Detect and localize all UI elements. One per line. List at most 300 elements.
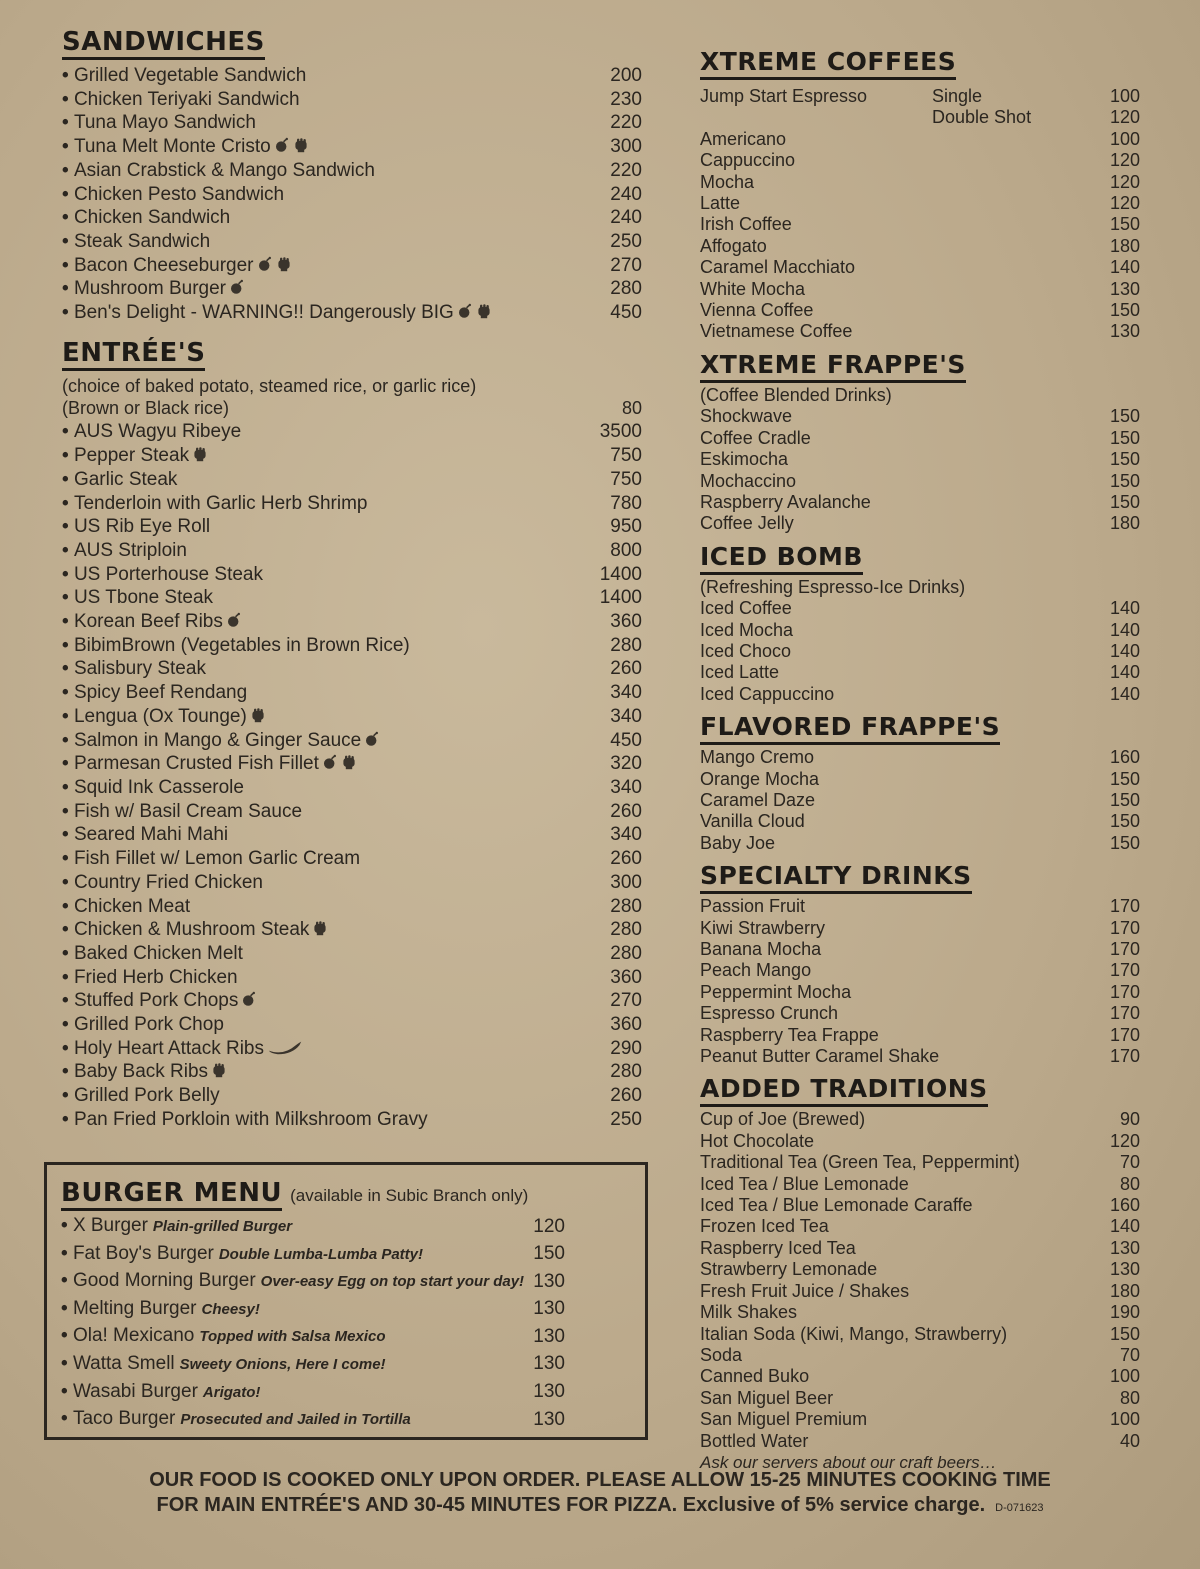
menu-item [700,1025,1140,1046]
menu-item [700,406,1140,427]
item-name-text: Fried Herb Chicken [73,966,238,988]
item-name-text: Pan Fried Porkloin with Milkshroom Gravy [73,1108,428,1130]
item-name-text: Banana Mocha [700,939,822,959]
item-name [700,1345,742,1366]
sandwiches-title: SANDWICHES [62,28,265,60]
burger-menu-title: BURGER MENU [61,1179,282,1211]
item-name-text: Coffee Cradle [700,427,811,448]
item-name [62,277,245,301]
item-name [62,515,210,539]
item-name [62,657,206,681]
item-name [700,939,821,960]
menu-item [700,620,1140,641]
fist-icon [192,445,208,463]
menu-item [62,563,642,587]
item-name [700,684,834,705]
item-price: 1400 [599,563,642,585]
menu-item [62,159,642,183]
item-description: Over-easy Egg on top start your day! [260,1273,525,1291]
item-name [61,1406,411,1434]
item-name [62,871,263,895]
item-name [700,449,788,470]
menu-item [700,279,1140,300]
item-name [62,1013,224,1037]
item-description: Sweety Onions, Here I come! [179,1355,386,1373]
menu-item [62,254,642,278]
item-name [700,1259,877,1280]
footer-line-2: FOR MAIN ENTRÉE'S AND 30-45 MINUTES FOR PIZZA. Exclusive of 5% service charge. [156,1494,986,1516]
item-price: 150 [1109,427,1140,448]
item-name-text: Americano [700,128,787,149]
item-name [62,135,309,159]
item-name [700,1366,809,1387]
item-price: 140 [1109,619,1140,640]
rice-note-text: (Brown or Black rice) [62,397,230,418]
fist-icon [341,753,357,771]
item-name-text: Chicken Sandwich [73,207,231,229]
item-price: 90 [1119,1109,1140,1130]
menu-item [62,918,642,942]
fist-icon [276,255,292,273]
chili-icon [267,1038,303,1056]
iced-bomb-section [700,543,1140,705]
item-name-text: Mocha [700,171,755,192]
item-name [61,1213,292,1241]
item-name-text: Fish w/ Basil Cream Sauce [73,800,303,822]
specialty-drinks-title: SPECIALTY DRINKS [700,862,972,894]
item-name-text: Soda [700,1344,743,1365]
item-price: 150 [1109,811,1140,832]
item-name-text: Chicken Meat [73,895,191,917]
item-name [62,800,302,824]
item-name [62,563,263,587]
entrees-title: ENTRÉE'S [62,339,205,371]
item-name-text: Garlic Steak [73,468,178,490]
item-name-text: Grilled Pork Chop [73,1014,224,1036]
item-name [62,705,266,729]
item-price: 280 [610,1061,642,1083]
item-name-text: Vietnamese Coffee [700,321,853,342]
item-price: 290 [610,1037,642,1059]
item-name [700,492,871,513]
item-name [62,420,241,444]
item-name-text: Baby Back Ribs [73,1061,209,1083]
item-price: 150 [1109,768,1140,789]
item-name [62,539,187,563]
item-name-text: Steak Sandwich [73,230,211,252]
fist-icon [476,302,492,320]
item-name-text: Caramel Macchiato [700,257,856,278]
menu-item [700,684,1140,705]
bomb-icon [364,730,380,748]
item-name-text: Orange Mocha [700,768,820,789]
item-price: 250 [610,230,642,252]
menu-item [700,747,1140,768]
item-name [62,847,360,871]
item-name-text: Coffee Jelly [700,513,794,534]
menu-item [62,895,642,919]
item-name-text: Lengua (Ox Tounge) [73,705,247,727]
menu-item [62,657,642,681]
item-name-text: Good Morning Burger [72,1270,256,1292]
item-name [700,641,791,662]
item-name-text: X Burger [72,1215,148,1236]
menu-code: D-071623 [995,1502,1044,1514]
item-name-text: Mango Cremo [700,747,815,768]
menu-item [62,871,642,895]
item-price: 150 [1109,832,1140,853]
item-name-text: Mochaccino [700,470,797,491]
item-name-text: Holy Heart Attack Ribs [73,1037,265,1059]
item-price: 180 [1109,235,1140,256]
item-name-text: BibimBrown (Vegetables in Brown Rice) [73,634,410,656]
item-name-text: Fresh Fruit Juice / Shakes [700,1280,910,1301]
fist-icon [250,706,266,724]
item-description: Cheesy! [201,1300,260,1318]
item-name-text: Fat Boy's Burger [72,1242,214,1264]
item-price: 130 [1109,1237,1140,1258]
item-name-text: Fish Fillet w/ Lemon Garlic Cream [73,848,361,870]
xtreme-frappes-section [700,351,1140,535]
item-price: 160 [1109,1195,1140,1216]
menu-item [700,172,1140,193]
footer-line-2-wrap [60,1493,1140,1521]
menu-item [700,918,1140,939]
item-price: 750 [610,468,642,490]
menu-item [700,769,1140,790]
item-name [62,610,242,634]
item-name-text: Iced Tea / Blue Lemonade [700,1173,909,1194]
item-name [62,586,213,610]
item-name-text: Raspberry Avalanche [700,491,871,512]
burger-availability: (available in Subic Branch only) [290,1186,529,1205]
item-name-text: Iced Mocha [700,619,794,640]
menu-item [700,300,1140,321]
item-name [700,790,815,811]
item-price: 130 [533,1353,565,1375]
added-traditions-section [700,1075,1140,1474]
item-name-text: Bacon Cheeseburger [73,254,254,276]
item-price: 170 [1109,960,1140,981]
item-name [700,1281,909,1302]
menu-item [700,471,1140,492]
item-name-text: San Miguel Premium [700,1409,868,1430]
menu-item [700,1195,1140,1216]
item-name-text: AUS Wagyu Ribeye [73,421,242,443]
menu-item [62,942,642,966]
menu-item [700,662,1140,683]
item-name-text: Vienna Coffee [700,300,814,321]
item-price: 120 [533,1215,565,1237]
xtreme-frappes-title: XTREME FRAPPE'S [700,351,966,383]
menu-item [700,641,1140,662]
item-name [700,214,792,235]
item-name [700,172,754,193]
menu-item [62,847,642,871]
item-name-text: White Mocha [700,278,806,299]
menu-item [62,206,642,230]
added-traditions-title: ADDED TRADITIONS [700,1075,988,1107]
item-name [700,1025,879,1046]
item-price: 260 [610,848,642,870]
xtreme-coffees-section [700,48,1140,343]
menu-item [700,1174,1140,1195]
item-name [62,966,238,990]
item-description: Arigato! [202,1383,261,1401]
item-name-text: Chicken Pesto Sandwich [73,183,285,205]
item-name [700,1109,865,1130]
item-price: 40 [1119,1430,1140,1451]
item-name-text: Tuna Melt Monte Cristo [73,136,271,158]
item-name-text: Ola! Mexicano [72,1325,195,1347]
item-price: 130 [533,1325,565,1347]
item-name-text: Parmesan Crusted Fish Fillet [73,753,319,775]
item-name [62,895,190,919]
menu-item [700,1003,1140,1024]
menu-item [700,1302,1140,1323]
frappe-list [700,406,1140,534]
item-name-text: US Porterhouse Steak [73,563,263,585]
item-price: 220 [610,159,642,181]
bomb-icon [457,302,473,320]
item-price: 800 [610,539,642,561]
item-price: 320 [610,753,642,775]
item-price: 1400 [599,587,642,609]
item-name-text: Kiwi Strawberry [700,917,826,938]
item-price: 150 [1109,491,1140,512]
specialty-drinks-list [700,896,1140,1067]
item-name-text: Affogato [700,235,767,256]
item-name [700,811,805,832]
item-name [700,982,851,1003]
item-name [62,634,410,658]
item-price: 280 [610,895,642,917]
item-name-text: Asian Crabstick & Mango Sandwich [73,159,375,181]
item-price: 950 [610,516,642,538]
item-name [700,150,795,171]
item-name-text: Country Fried Chicken [73,871,263,893]
item-name-text: Bottled Water [700,1430,809,1451]
item-name [62,206,230,230]
menu-item [62,989,642,1013]
menu-item [62,705,642,729]
menu-item [700,1152,1140,1173]
item-name [700,1152,1020,1173]
item-price: 280 [610,942,642,964]
menu-item [700,1409,1140,1430]
item-price: 750 [610,445,642,467]
item-price: 360 [610,1014,642,1036]
entree-list [62,420,642,1131]
menu-item [700,193,1140,214]
menu-item [700,1431,1140,1452]
item-price: 120 [1109,150,1140,171]
item-price: 300 [610,871,642,893]
espresso-double-row [700,107,1140,128]
menu-item [62,776,642,800]
item-price: 340 [610,824,642,846]
menu-item [62,111,642,135]
menu-item [61,1296,565,1324]
item-name-text: Peach Mango [700,960,812,981]
item-price: 130 [533,1298,565,1320]
item-price: 360 [610,611,642,633]
right-column [700,48,1140,1482]
espresso-single-label: Single [932,86,983,106]
item-price: 280 [610,278,642,300]
item-price: 3500 [599,421,642,443]
craft-beer-note: Ask our servers about our craft beers… [700,1452,997,1472]
item-price: 150 [1109,406,1140,427]
item-price: 130 [533,1381,565,1403]
item-name [700,406,792,427]
menu-item [700,257,1140,278]
item-name [700,1003,838,1024]
item-name-text: Squid Ink Casserole [73,776,244,798]
item-name [700,1216,829,1237]
iced-bomb-list [700,598,1140,705]
item-name [700,236,767,257]
entrees-rice-note [62,397,642,421]
menu-item [700,150,1140,171]
menu-item [700,811,1140,832]
spacer [700,107,932,128]
item-name [700,620,793,641]
item-name [62,681,247,705]
item-name-text: Shockwave [700,406,793,427]
item-description: Topped with Salsa Mexico [199,1328,386,1346]
menu-item [62,752,642,776]
menu-item [700,1345,1140,1366]
item-name [700,257,855,278]
item-price: 80 [1119,1387,1140,1408]
item-name-text: Baked Chicken Melt [73,942,243,964]
item-price: 120 [1109,193,1140,214]
menu-item [700,492,1140,513]
flavored-frappes-title: FLAVORED FRAPPE'S [700,713,1000,745]
item-price: 150 [1109,300,1140,321]
item-name-text: Chicken Teriyaki Sandwich [73,88,300,110]
espresso-double-price: 120 [1109,107,1140,128]
item-name [62,1084,220,1108]
item-name [700,1431,808,1452]
item-name [700,747,814,768]
item-price: 160 [1109,747,1140,768]
item-name-text: Tenderloin with Garlic Herb Shrimp [73,492,368,514]
menu-item [700,1238,1140,1259]
menu-item [62,823,642,847]
footer-line-1: OUR FOOD IS COOKED ONLY UPON ORDER. PLEASE ALLOW 15-25 MINUTES COOKING TIME [149,1469,1051,1491]
item-description: Double Lumba-Lumba Patty! [218,1245,424,1263]
item-name [62,468,177,492]
item-price: 270 [610,990,642,1012]
added-traditions-list [700,1109,1140,1452]
item-name [62,64,306,88]
item-name-text: Irish Coffee [700,214,792,235]
menu-item [62,301,642,325]
burger-menu-box [44,1162,648,1440]
fist-icon [312,919,328,937]
menu-item [61,1213,565,1241]
item-price: 140 [1109,640,1140,661]
flavored-frappes-section [700,713,1140,854]
menu-item [62,966,642,990]
item-price: 170 [1109,917,1140,938]
item-price: 170 [1109,939,1140,959]
bomb-icon [226,611,242,629]
item-name-text: Watta Smell [72,1352,175,1374]
item-description: Prosecuted and Jailed in Tortilla [180,1411,411,1429]
item-price: 140 [1109,257,1140,278]
menu-item [700,833,1140,854]
item-name-text: Milk Shakes [700,1302,798,1323]
item-price: 220 [610,112,642,134]
item-price: 130 [1109,321,1140,342]
espresso-row [700,86,1140,107]
item-name [61,1296,260,1324]
item-name [62,111,256,135]
item-price: 70 [1119,1344,1140,1365]
menu-item [700,1366,1140,1387]
menu-item [700,513,1140,534]
item-name [61,1241,423,1269]
item-price: 280 [610,634,642,656]
item-price: 80 [1119,1173,1140,1194]
menu-item [61,1268,565,1296]
item-name-text: Stuffed Pork Chops [73,990,239,1012]
item-name-text: Seared Mahi Mahi [73,824,229,846]
item-name [62,752,357,776]
item-name [62,776,244,800]
item-name [700,513,794,534]
menu-item [62,135,642,159]
item-name [700,833,775,854]
item-name-text: Canned Buko [700,1366,810,1387]
item-name [62,1060,227,1084]
item-name [61,1323,386,1351]
item-price: 150 [533,1243,565,1265]
item-name-text: San Miguel Beer [700,1387,834,1408]
item-price: 140 [1109,1216,1140,1237]
menu-item [700,1046,1140,1067]
menu-item [62,88,642,112]
item-name-text: Chicken & Mushroom Steak [73,919,310,941]
item-name-text: Korean Beef Ribs [73,611,223,633]
item-name-text: Raspberry Tea Frappe [700,1024,879,1045]
item-price: 270 [610,254,642,276]
entrees-section [62,339,642,1132]
item-name [62,88,300,112]
item-name-text: Spicy Beef Rendang [73,682,248,704]
item-name [700,960,811,981]
item-name [700,1238,856,1259]
item-price: 140 [1109,598,1140,619]
item-price: 130 [533,1270,565,1292]
item-name [700,129,786,150]
menu-item [62,492,642,516]
item-name [62,1037,303,1061]
item-name-text: Melting Burger [72,1297,197,1319]
menu-item [62,183,642,207]
item-name-text: Iced Cappuccino [700,683,835,704]
item-price: 280 [610,919,642,941]
item-name [700,1046,939,1067]
item-name-text: Cup of Joe (Brewed) [700,1109,866,1130]
item-name-text: Iced Latte [700,662,780,683]
item-name [62,942,243,966]
menu-item [700,1388,1140,1409]
item-price: 150 [1109,449,1140,470]
